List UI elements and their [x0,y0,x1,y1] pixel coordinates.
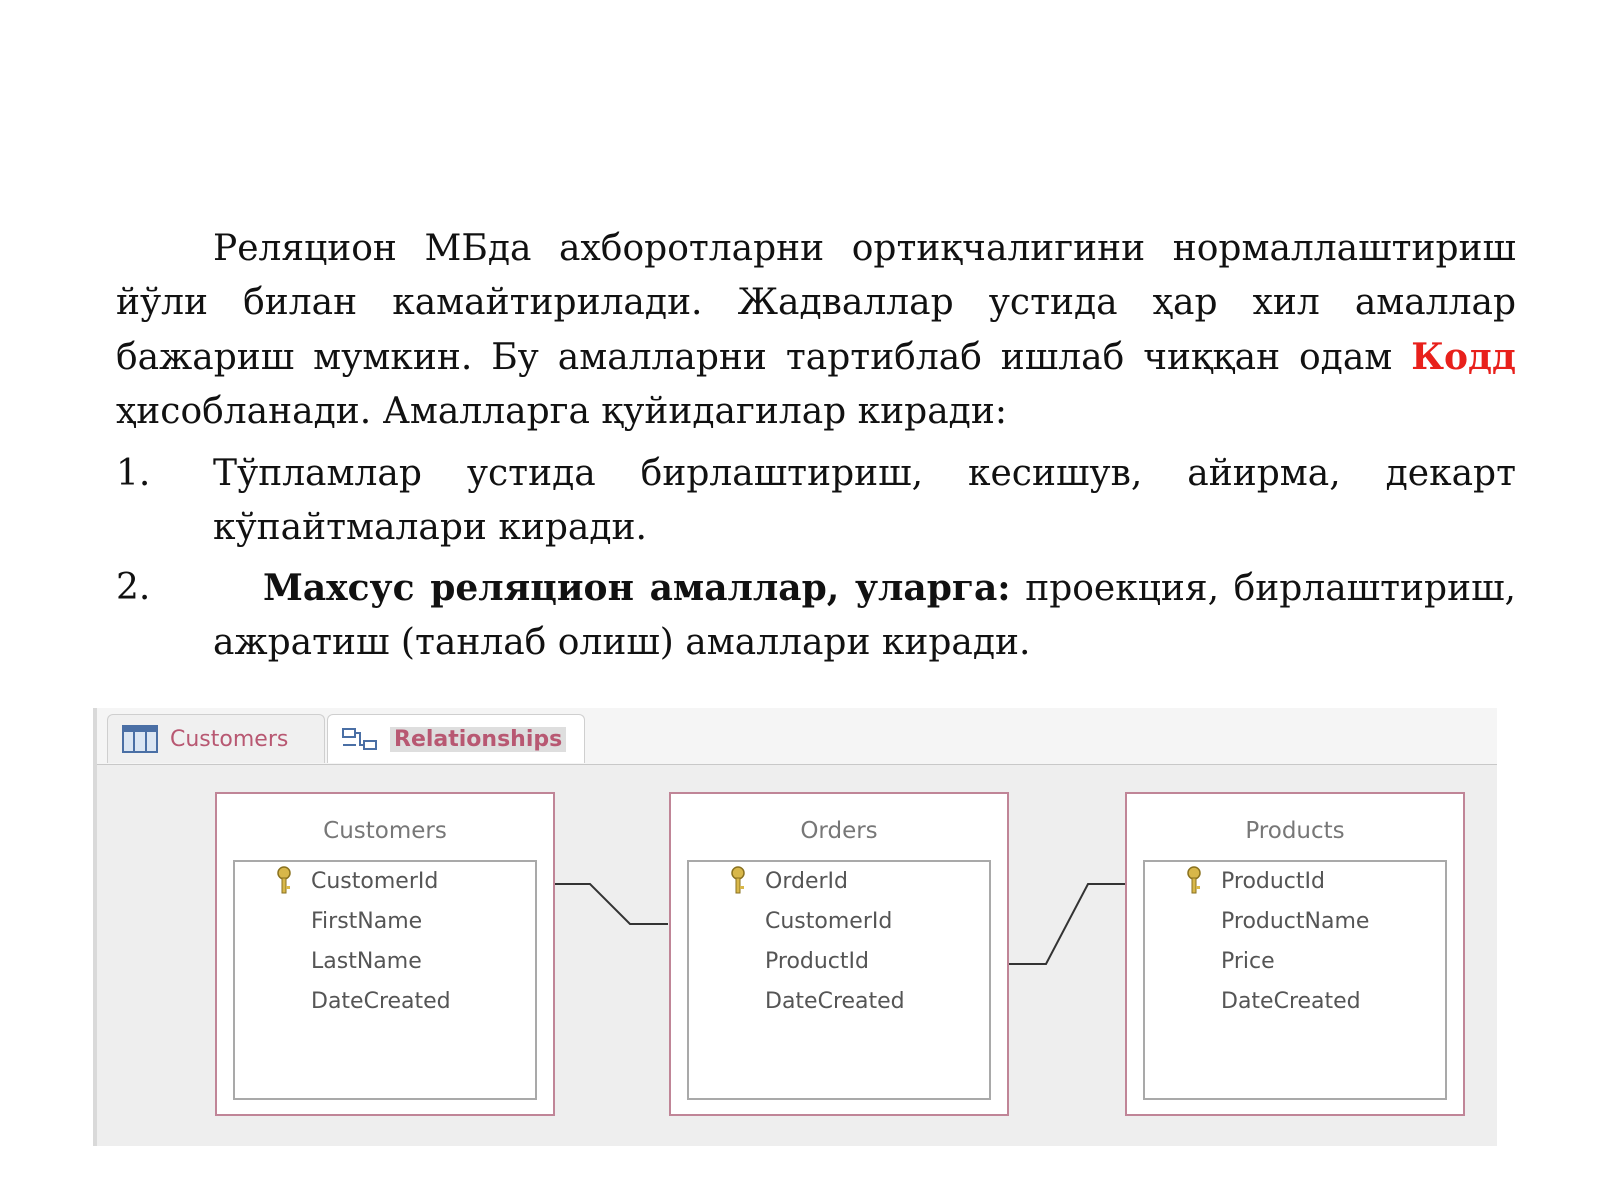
field-list [233,860,537,1100]
tab-label: Relationships [390,727,566,752]
field-row[interactable]: DateCreated [311,989,451,1014]
field-row[interactable]: OrderId [765,869,848,894]
list-item-text: Тўпламлар устида бирлаштириш, кесишув, айирма, декарт кўпайтмалари киради. [213,453,1516,548]
list-item-bold: Махсус реляцион амаллар, уларга: [263,567,1011,609]
field-row[interactable]: Price [1221,949,1275,974]
field-row[interactable]: CustomerId [765,909,893,934]
codd-highlight: Кодд [1411,336,1516,378]
list-number: 2. [116,567,151,608]
table-products[interactable] [1125,792,1465,1116]
table-title: Customers [323,818,447,844]
intro-text-end: ҳисобланади. Амалларга қуйидагилар киради: [116,391,1007,432]
field-row[interactable]: ProductId [765,949,869,974]
key-icon [273,866,295,896]
table-title: Orders [800,818,878,844]
field-row[interactable]: DateCreated [1221,989,1361,1014]
table-customers[interactable] [215,792,555,1116]
table-title: Products [1245,818,1345,844]
field-row[interactable]: DateCreated [765,989,905,1014]
field-row[interactable]: CustomerId [311,869,439,894]
field-list [687,860,991,1100]
field-list [1143,860,1447,1100]
field-row[interactable]: ProductName [1221,909,1370,934]
table-orders[interactable] [669,792,1009,1116]
tab-label: Customers [170,726,289,752]
intro-text: Реляцион МБда ахборотларни ортиқчалигини нормаллаштириш йўли билан камайтирилади. Жадваллар устида ҳар хил амаллар бажариш мумкин. Бу амалларни тартиблаб ишлаб чиққан одам [116,228,1516,378]
field-row[interactable]: LastName [311,949,422,974]
list-item-text: проекция, бирлаштириш, ажратиш (танлаб олиш) амаллари киради. [213,568,1516,663]
key-icon [1183,866,1205,896]
field-row[interactable]: FirstName [311,909,423,934]
list-number: 1. [116,453,151,494]
key-icon [727,866,749,896]
relationship-line-customers-orders[interactable] [554,884,668,924]
field-row[interactable]: ProductId [1221,869,1325,894]
relationship-line-orders-products[interactable] [1008,884,1126,964]
